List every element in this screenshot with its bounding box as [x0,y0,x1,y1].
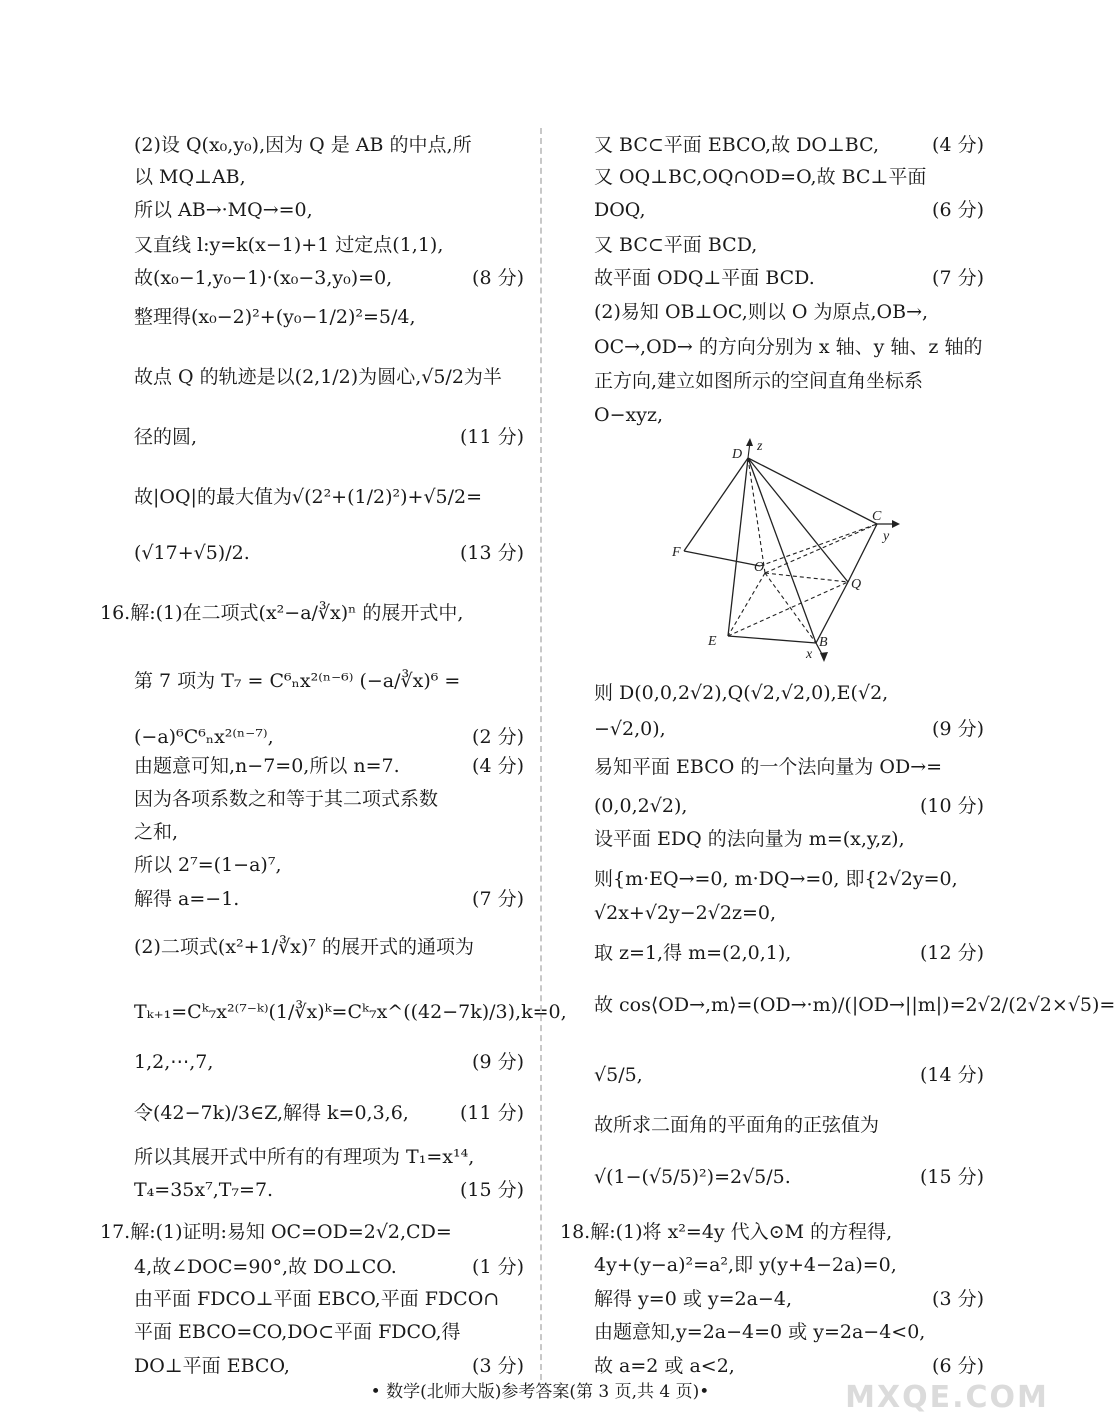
score-mark: (7 分) [932,267,984,289]
right-column-line [594,1160,984,1194]
line-text: √(1−(√5/5)²)=2√5/5. [594,1166,791,1188]
line-text: 故(x₀−1,y₀−1)·(x₀−3,y₀)=0, [134,267,393,289]
score-mark: (15 分) [459,1179,524,1201]
score-mark: (15 分) [919,1166,984,1188]
left-column-line [134,480,524,514]
right-column-line [594,128,984,162]
right-column-line [594,676,984,710]
left-column-line [134,128,524,162]
left-column-line [134,160,524,194]
label-B: B [819,635,828,650]
right-column-line [594,193,984,227]
line-text: 设平面 EDQ 的法向量为 m=(x,y,z), [594,828,905,850]
label-Q: Q [851,577,862,592]
right-column-line [594,1248,984,1282]
right-column-line [594,330,984,364]
line-text: 4y+(y−a)²=a²,即 y(y+4−2a)=0, [594,1254,897,1276]
right-column-line [594,228,984,262]
label-F: F [672,545,681,560]
left-column-line [134,536,524,570]
line-text: (2)设 Q(x₀,y₀),因为 Q 是 AB 的中点,所 [134,134,472,156]
right-column-line [594,712,984,746]
line-text: 由平面 FDCO⊥平面 EBCO,平面 FDCO∩ [134,1288,500,1310]
line-text: 所以其展开式中所有的有理项为 T₁=x¹⁴, [134,1146,475,1168]
line-text: 1,2,⋯,7, [134,1051,214,1073]
line-text: 故所求二面角的平面角的正弦值为 [594,1114,880,1136]
left-column-line [134,1045,524,1079]
line-text: 又直线 l:y=k(x−1)+1 过定点(1,1), [134,234,444,256]
score-mark: (4 分) [932,134,984,156]
right-column-line [594,862,984,896]
left-column-line [134,193,524,227]
right-column-line [594,789,984,823]
left-column-line [134,420,524,454]
left-column-line [134,1173,524,1207]
line-text: 第 7 项为 T₇ = C⁶ₙx²⁽ⁿ⁻⁶⁾ (−a/∛x)⁶ = [134,670,461,692]
score-mark: (14 分) [919,1064,984,1086]
right-column-line [594,936,984,970]
left-column-line [134,749,524,783]
line-text: 则{m·EQ→=0, m·DQ→=0, 即{2√2y=0, [594,868,958,890]
right-column-line [594,364,984,398]
line-text: T₄=35x⁷,T₇=7. [134,1179,274,1201]
watermark-logo: MXQE.COM [845,1379,1049,1415]
right-column-line [594,822,984,856]
score-mark: (4 分) [472,755,524,777]
line-text: (2)易知 OB⊥OC,则以 O 为原点,OB→, [594,301,929,323]
right-column-line [594,1315,984,1349]
left-column-line [134,782,524,816]
page-footer: • 数学(北师大版)参考答案(第 3 页,共 4 页)• [370,1382,710,1402]
line-text: 解得 a=−1. [134,888,240,910]
label-y: y [883,529,890,544]
left-column-line [134,1250,524,1284]
score-mark: (9 分) [472,1051,524,1073]
line-text: √5/5, [594,1064,643,1086]
line-text: 以 MQ⊥AB, [134,166,246,188]
column-divider [540,128,542,1380]
left-column-line [134,1096,524,1130]
score-mark: (9 分) [932,718,984,740]
left-column-line [134,228,524,262]
line-text: 所以 2⁷=(1−a)⁷, [134,854,282,876]
score-mark: (3 分) [932,1288,984,1310]
left-column-line [134,1282,524,1316]
right-column-line [594,896,984,930]
score-mark: (6 分) [932,1355,984,1377]
left-column-line [134,300,524,334]
score-mark: (12 分) [919,942,984,964]
line-text: O−xyz, [594,404,663,426]
line-text: 平面 EBCO=CO,DO⊂平面 FDCO,得 [134,1321,461,1343]
score-mark: (11 分) [459,426,524,448]
line-text: 16.解:(1)在二项式(x²−a/∛x)ⁿ 的展开式中, [100,602,464,624]
line-text: 正方向,建立如图所示的空间直角坐标系 [594,370,924,392]
line-text: 4,故∠DOC=90°,故 DO⊥CO. [134,1256,397,1278]
score-mark: (2 分) [472,726,524,748]
geometry-figure [666,436,916,666]
line-text: 又 OQ⊥BC,OQ∩OD=O,故 BC⊥平面 [594,166,927,188]
left-column-line [134,1315,524,1349]
label-O: O [754,560,765,575]
line-text: (0,0,2√2), [594,795,688,817]
line-text: Tₖ₊₁=Cᵏ₇x²⁽⁷⁻ᵏ⁾(1/∛x)ᵏ=Cᵏ₇x^((42−7k)/3),k=0, [134,1001,567,1023]
line-text: DO⊥平面 EBCO, [134,1355,290,1377]
left-column-line [134,261,524,295]
right-column-line [594,1108,984,1142]
line-text: 又 BC⊂平面 BCD, [594,234,758,256]
line-text: 因为各项系数之和等于其二项式系数 [134,788,439,810]
line-text: −√2,0), [594,718,666,740]
label-x: x [806,647,813,662]
right-column-line [594,295,984,329]
line-text: 所以 AB→·MQ→=0, [134,199,313,221]
score-mark: (11 分) [459,1102,524,1124]
score-mark: (13 分) [459,542,524,564]
line-text: 取 z=1,得 m=(2,0,1), [594,942,792,964]
right-column-line [594,750,984,784]
left-column-line [134,360,524,394]
left-column-line [134,815,524,849]
line-text: 则 D(0,0,2√2),Q(√2,√2,0),E(√2, [594,682,889,704]
line-text: DOQ, [594,199,646,221]
label-E: E [708,634,717,649]
left-column-line [134,664,524,698]
score-mark: (8 分) [472,267,524,289]
line-text: OC→,OD→ 的方向分别为 x 轴、y 轴、z 轴的 [594,336,983,358]
line-text: 故 a=2 或 a<2, [594,1355,735,1377]
line-text: √2x+√2y−2√2z=0, [594,902,777,924]
line-text: 故点 Q 的轨迹是以(2,1/2)为圆心,√5/2为半 [134,366,502,388]
score-mark: (6 分) [932,199,984,221]
score-mark: (10 分) [919,795,984,817]
line-text: 令(42−7k)/3∈Z,解得 k=0,3,6, [134,1102,409,1124]
line-text: 由题意可知,n−7=0,所以 n=7. [134,755,400,777]
line-text: 由题意知,y=2a−4=0 或 y=2a−4<0, [594,1321,926,1343]
line-text: 故|OQ|的最大值为√(2²+(1/2)²)+√5/2= [134,486,483,508]
score-mark: (3 分) [472,1355,524,1377]
right-column-line [560,1215,984,1249]
line-text: (2)二项式(x²+1/∛x)⁷ 的展开式的通项为 [134,936,474,958]
line-text: 故平面 ODQ⊥平面 BCD. [594,267,815,289]
right-column-line [594,398,984,432]
line-text: (√17+√5)/2. [134,542,250,564]
left-column-line [134,1140,524,1174]
right-column-line [594,1058,984,1092]
label-z: z [757,439,763,454]
score-mark: (7 分) [472,888,524,910]
left-column-line [134,848,524,882]
right-column-line [594,160,984,194]
left-column-line [134,995,567,1029]
right-column-line [594,988,1115,1022]
left-column-line [100,596,524,630]
line-text: 易知平面 EBCO 的一个法向量为 OD→= [594,756,943,778]
right-column-line [594,261,984,295]
line-text: (−a)⁶C⁶ₙx²⁽ⁿ⁻⁷⁾, [134,726,274,748]
label-C: C [872,509,882,524]
line-text: 17.解:(1)证明:易知 OC=OD=2√2,CD= [100,1221,452,1243]
line-text: 整理得(x₀−2)²+(y₀−1/2)²=5/4, [134,306,416,328]
line-text: 故 cos⟨OD→,m⟩=(OD→·m)/(|OD→||m|)=2√2/(2√2×√5)= [594,994,1115,1016]
label-D: D [732,447,743,462]
line-text: 18.解:(1)将 x²=4y 代入⊙M 的方程得, [560,1221,893,1243]
left-column-line [134,930,524,964]
line-text: 之和, [134,821,179,843]
line-text: 又 BC⊂平面 EBCO,故 DO⊥BC, [594,134,880,156]
line-text: 径的圆, [134,426,198,448]
left-column-line [134,882,524,916]
left-column-line [100,1215,524,1249]
score-mark: (1 分) [472,1256,524,1278]
right-column-line [594,1282,984,1316]
line-text: 解得 y=0 或 y=2a−4, [594,1288,792,1310]
